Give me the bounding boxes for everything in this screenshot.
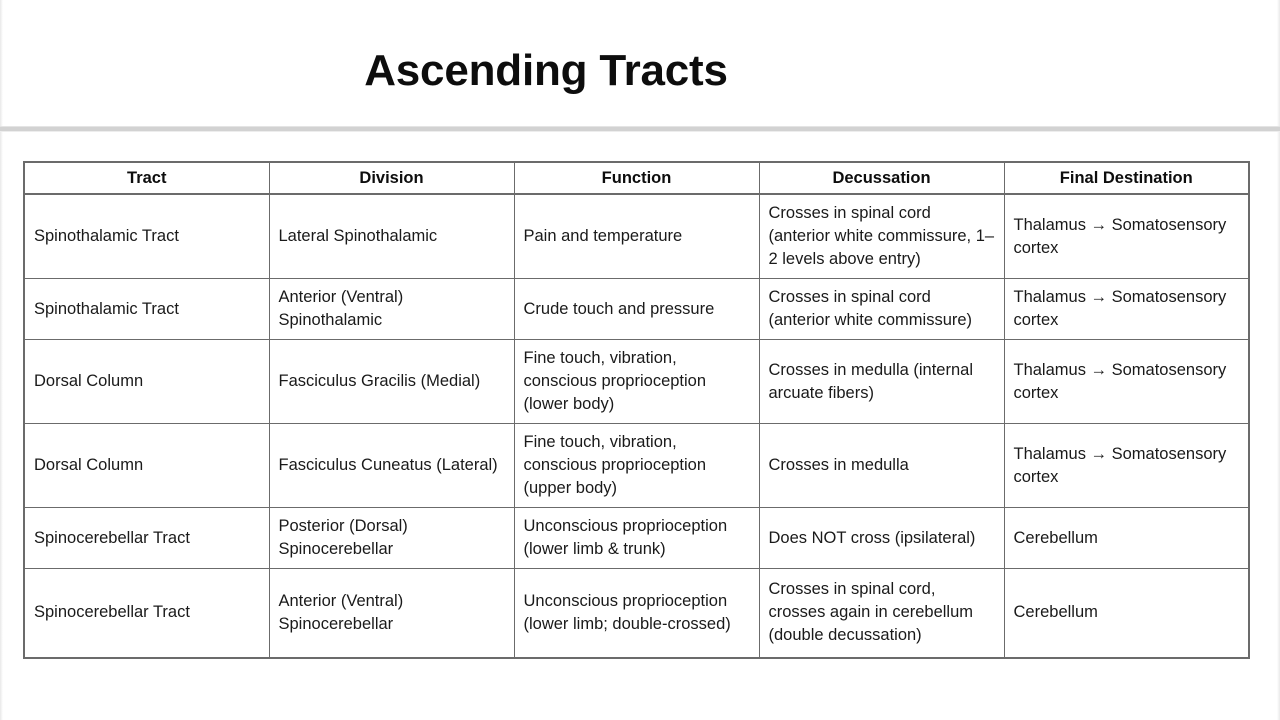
column-header-decussation: Decussation [759, 162, 1004, 194]
cell-division: Fasciculus Cuneatus (Lateral) [269, 424, 514, 508]
title-divider [0, 126, 1280, 132]
cell-destination: Thalamus → Somatosensory cortex [1004, 340, 1249, 424]
cell-decussation: Crosses in spinal cord, crosses again in cerebellum (double decussation) [759, 569, 1004, 658]
cell-function: Fine touch, vibration, conscious proprioception (lower body) [514, 340, 759, 424]
title-area [0, 0, 1280, 126]
table-row [24, 424, 1249, 508]
cell-division: Anterior (Ventral) Spinothalamic [269, 279, 514, 340]
cell-tract: Dorsal Column [24, 340, 269, 424]
cell-destination: Cerebellum [1004, 569, 1249, 658]
cell-decussation: Crosses in medulla [759, 424, 1004, 508]
cell-decussation: Crosses in spinal cord (anterior white commissure) [759, 279, 1004, 340]
cell-function: Pain and temperature [514, 194, 759, 279]
cell-division: Fasciculus Gracilis (Medial) [269, 340, 514, 424]
cell-division: Anterior (Ventral) Spinocerebellar [269, 569, 514, 658]
column-header-division: Division [269, 162, 514, 194]
cell-tract: Dorsal Column [24, 424, 269, 508]
page-title: Ascending Tracts [364, 46, 728, 95]
table-header [24, 162, 1249, 194]
cell-tract: Spinocerebellar Tract [24, 508, 269, 569]
cell-tract: Spinocerebellar Tract [24, 569, 269, 658]
cell-destination: Cerebellum [1004, 508, 1249, 569]
cell-division: Lateral Spinothalamic [269, 194, 514, 279]
ascending-tracts-table-wrapper [23, 161, 1248, 659]
cell-destination: Thalamus → Somatosensory cortex [1004, 194, 1249, 279]
cell-decussation: Crosses in spinal cord (anterior white commissure, 1–2 levels above entry) [759, 194, 1004, 279]
table-row [24, 508, 1249, 569]
cell-destination: Thalamus → Somatosensory cortex [1004, 279, 1249, 340]
column-header-tract: Tract [24, 162, 269, 194]
cell-division: Posterior (Dorsal) Spinocerebellar [269, 508, 514, 569]
column-header-function: Function [514, 162, 759, 194]
cell-function: Fine touch, vibration, conscious proprioception (upper body) [514, 424, 759, 508]
table-body [24, 194, 1249, 658]
cell-function: Unconscious proprioception (lower limb; double-crossed) [514, 569, 759, 658]
table-row [24, 194, 1249, 279]
cell-decussation: Crosses in medulla (internal arcuate fibers) [759, 340, 1004, 424]
cell-tract: Spinothalamic Tract [24, 194, 269, 279]
column-header-final-destination: Final Destination [1004, 162, 1249, 194]
table-header-row [24, 162, 1249, 194]
cell-decussation: Does NOT cross (ipsilateral) [759, 508, 1004, 569]
cell-function: Unconscious proprioception (lower limb & trunk) [514, 508, 759, 569]
cell-destination: Thalamus → Somatosensory cortex [1004, 424, 1249, 508]
cell-function: Crude touch and pressure [514, 279, 759, 340]
table-row [24, 279, 1249, 340]
ascending-tracts-table [23, 161, 1250, 659]
table-row [24, 569, 1249, 658]
table-row [24, 340, 1249, 424]
cell-tract: Spinothalamic Tract [24, 279, 269, 340]
